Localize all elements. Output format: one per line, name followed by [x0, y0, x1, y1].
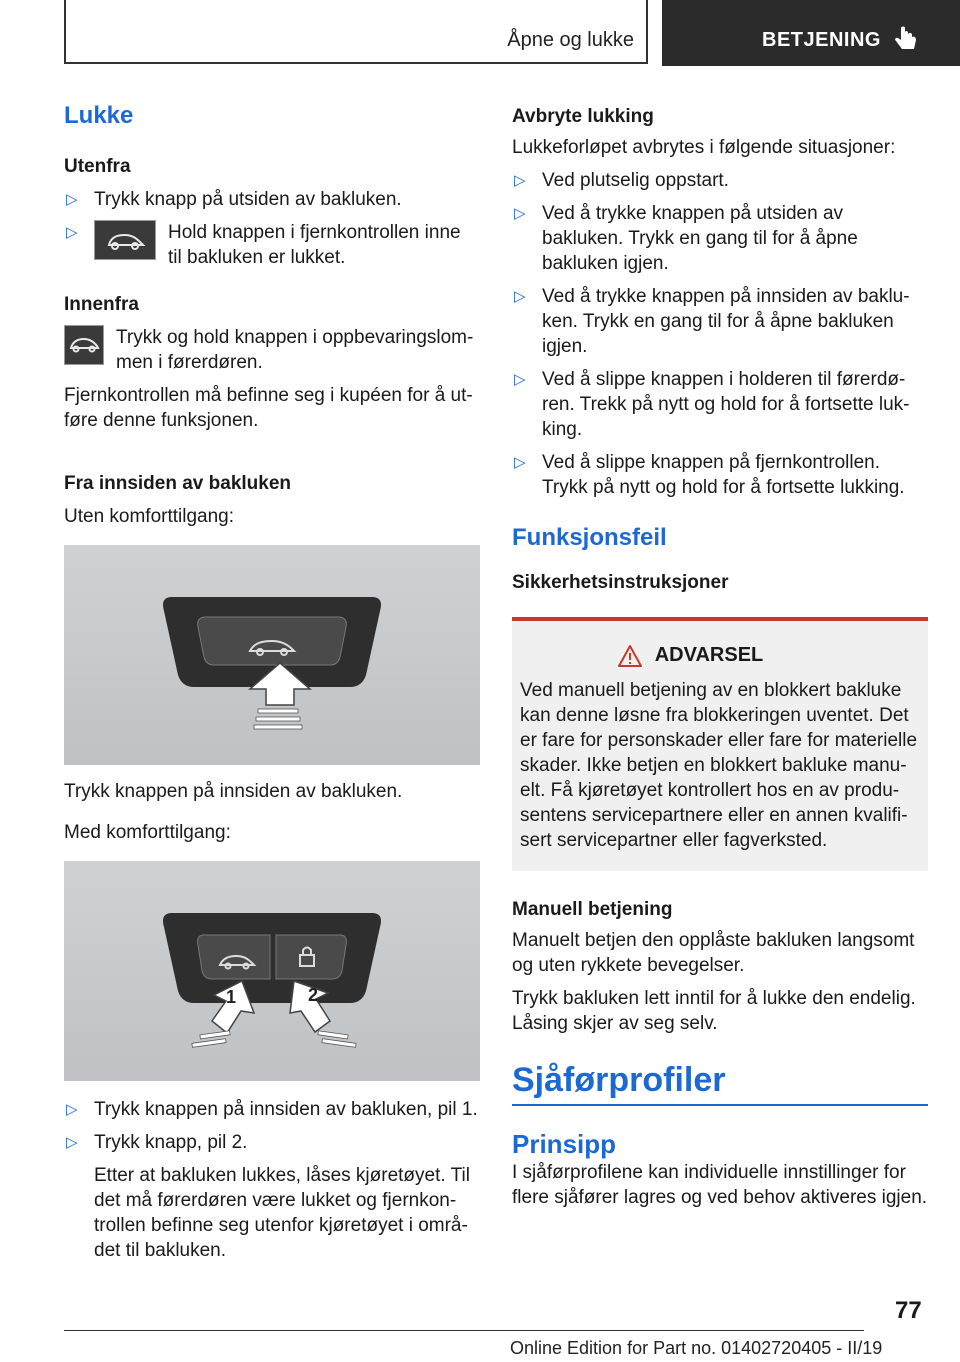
- paragraph: Med komforttilgang:: [64, 822, 231, 843]
- warning-triangle-icon: [617, 644, 643, 668]
- section-title-prinsipp: Prinsipp: [512, 1129, 617, 1159]
- footer-rule: [64, 1330, 864, 1331]
- chapter-title-sjaforprofiler: Sjåførprofiler: [512, 1061, 726, 1099]
- paragraph: I sjåførprofilene kan individuelle innstillinger for flere sjåfører lagres og ved behov aktiveres igjen.: [512, 1162, 928, 1208]
- paragraph: Manuelt betjen den opplåste bakluken langsomt og uten rykkete bevegelser.: [512, 930, 915, 976]
- caption: Trykk knappen på innsiden av bakluken.: [64, 781, 403, 802]
- section-title-funksjonsfeil: Funksjonsfeil: [512, 524, 667, 551]
- paragraph: Etter at bakluken lukkes, låses kjøretøyet. Til det må førerdøren være lukket og fjernkon-trollen befinne seg utenfor kjøretøyet i områ-det til bakluken.: [94, 1165, 470, 1261]
- heading-utenfra: Utenfra: [64, 156, 131, 177]
- door-trunk-button-icon: [64, 325, 104, 365]
- hand-pointer-icon: [892, 24, 920, 54]
- list-item: ▷ Ved plutselig oppstart.: [514, 170, 729, 191]
- list-item: ▷ Trykk knapp, pil 2.: [66, 1132, 248, 1153]
- triangle-bullet-icon: ▷: [514, 288, 526, 305]
- warning-box: [512, 617, 928, 871]
- header-section-box: [662, 0, 960, 66]
- trunk-button-photo-1: [64, 545, 480, 765]
- list-item: ▷ Hold knappen i fjernkontrollen inne til bakluken er lukket.: [66, 222, 461, 268]
- triangle-bullet-icon: ▷: [514, 172, 526, 189]
- section-title-lukke: Lukke: [64, 102, 134, 129]
- paragraph: Lukkeforløpet avbrytes i følgende situasjoner:: [512, 137, 896, 158]
- left-column: [64, 100, 484, 1263]
- heading-manuell: Manuell betjening: [512, 899, 673, 920]
- list-item: ▷ Ved å trykke knappen på innsiden av baklu-ken. Trykk en gang til for å åpne bakluken igjen.: [514, 286, 910, 357]
- triangle-bullet-icon: ▷: [514, 454, 526, 471]
- right-column: [512, 100, 928, 1210]
- header-section-title: BETJENING: [762, 29, 881, 51]
- paragraph: Trykk bakluken lett inntil for å lukke den endelig. Låsing skjer av seg selv.: [512, 988, 916, 1034]
- arrow-label-1: 1: [226, 987, 237, 1007]
- footer-edition: Online Edition for Part no. 01402720405 - II/19: [510, 1338, 883, 1358]
- triangle-bullet-icon: ▷: [514, 371, 526, 388]
- title-underline: [512, 1104, 928, 1106]
- list-item: ▷ Trykk knappen på innsiden av bakluken, pil 1.: [66, 1099, 478, 1120]
- arrow-label-2: 2: [308, 985, 319, 1005]
- list-item: ▷ Ved å slippe knappen på fjernkontrollen. Trykk på nytt og hold for å fortsette lukking.: [514, 452, 905, 498]
- remote-trunk-button-icon: [94, 220, 156, 260]
- list-item: ▷ Ved å slippe knappen i holderen til førerdø-ren. Trekk på nytt og hold for å fortsette luk-king.: [514, 369, 910, 440]
- paragraph: Uten komforttilgang:: [64, 506, 235, 527]
- triangle-bullet-icon: ▷: [514, 205, 526, 222]
- page-number: 77: [895, 1297, 922, 1324]
- warning-title: ADVARSEL: [654, 644, 764, 666]
- triangle-bullet-icon: ▷: [66, 1134, 78, 1151]
- header-chapter-title: Åpne og lukke: [507, 29, 634, 51]
- heading-innenfra: Innenfra: [64, 294, 139, 315]
- list-item: ▷ Ved å trykke knappen på utsiden av bakluken. Trykk en gang til for å åpne bakluken igjen.: [514, 203, 858, 274]
- triangle-bullet-icon: ▷: [66, 1101, 78, 1118]
- heading-avbryte: Avbryte lukking: [512, 106, 654, 127]
- paragraph: Fjernkontrollen må befinne seg i kupéen for å ut-føre denne funksjonen.: [64, 385, 473, 431]
- heading-fra-innsiden: Fra innsiden av bakluken: [64, 473, 292, 494]
- triangle-bullet-icon: ▷: [66, 224, 78, 241]
- triangle-bullet-icon: ▷: [66, 191, 78, 208]
- warning-header: [460, 643, 920, 668]
- list-item: ▷ Trykk knapp på utsiden av bakluken.: [66, 189, 402, 210]
- innenfra-row: Trykk og hold knappen i oppbevaringslom-men i førerdøren.: [64, 325, 484, 375]
- trunk-button-photo-2: [64, 861, 480, 1081]
- header-chapter-box: [64, 0, 648, 64]
- heading-sikkerhet: Sikkerhetsinstruksjoner: [512, 572, 729, 593]
- warning-text: Ved manuell betjening av en blokkert bakluke kan denne løsne fra blokkeringen uventet. Det er fare for personskader eller fare for materielle skader. Ikke betjen en blokkert bakluke manu-elt. Få kjøretøyet kontrollert hos en av produ-sentens servicepartnere eller en annen kvalifi-sert servicepartner eller fagverksted.: [520, 680, 918, 851]
